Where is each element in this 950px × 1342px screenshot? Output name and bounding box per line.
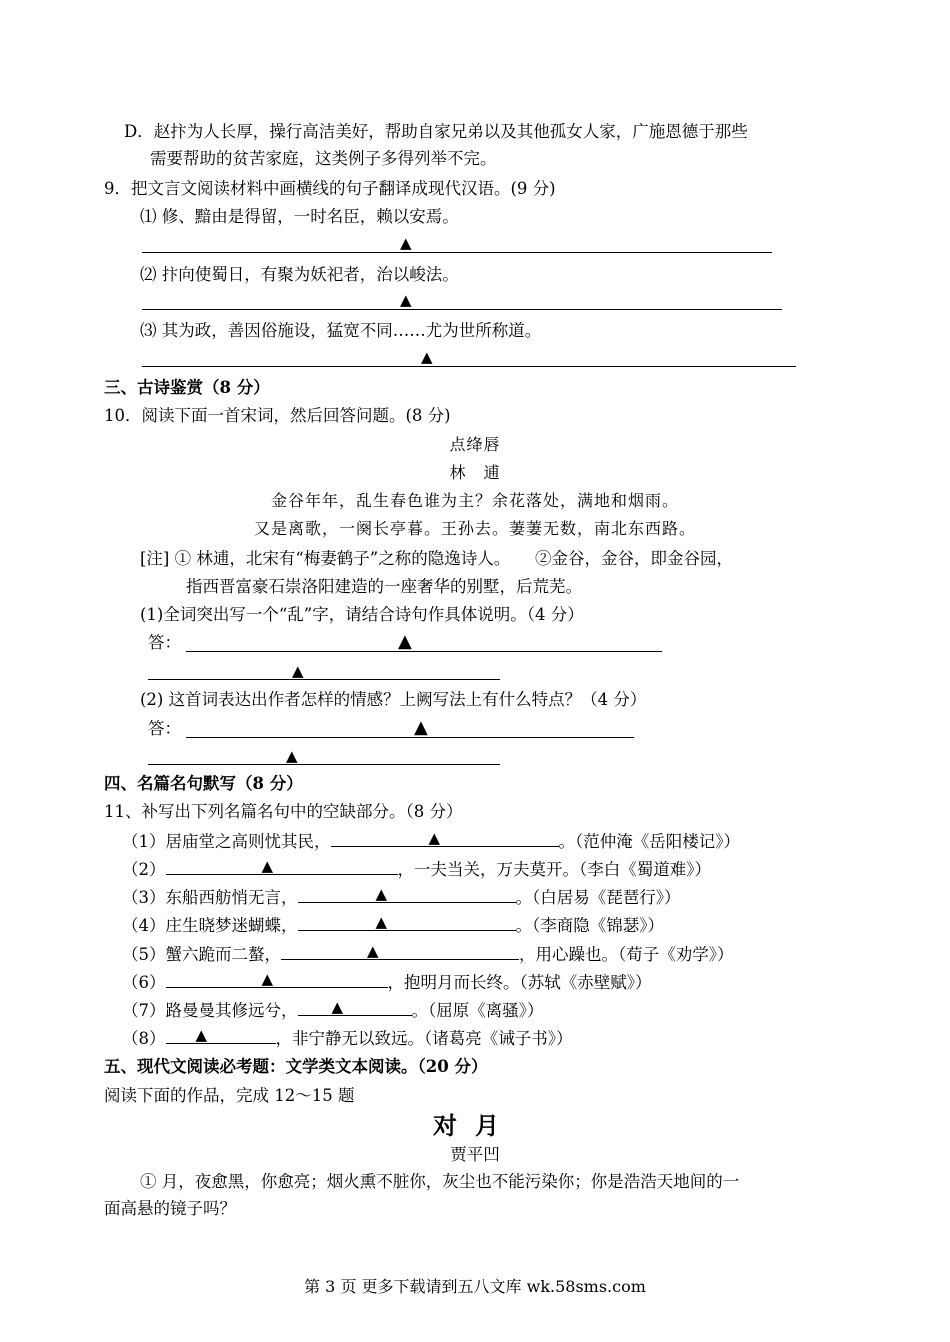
answer-marker: ▲	[421, 348, 433, 366]
answer-marker: ▲	[375, 913, 388, 931]
q11-item-num: （8）	[122, 1029, 166, 1048]
q11-item-num: （2）	[122, 860, 166, 879]
q11-item-before: 庄生晓梦迷蝴蝶，	[165, 916, 298, 935]
q10-sub2-answer-line-2[interactable]	[148, 764, 500, 765]
answer-marker: ▲	[400, 234, 412, 252]
answer-marker: ▲	[367, 942, 379, 960]
q10-sub1-answer-line-2[interactable]	[148, 679, 500, 680]
q11-item-after: ，抱明月而长终。（苏轼《赤壁赋》）	[387, 973, 652, 992]
answer-marker: ▲	[375, 885, 388, 903]
q11-item-before: 居庙堂之高则忧其民，	[165, 832, 331, 851]
q11-item-before: 路曼曼其修远兮，	[165, 1001, 298, 1020]
q10-sub2: (2) 这首词表达出作者怎样的情感？上阙写法上有什么特点？（4 分）	[140, 690, 647, 709]
section5-intro: 阅读下面的作品，完成 12～15 题	[104, 1086, 355, 1105]
q11-item-num: （1）	[122, 832, 166, 851]
poem-line-2: 又是离歌，一阕长亭暮。王孙去。萋萋无数，南北东西路。	[253, 519, 696, 538]
q11-item-after: 。（白居易《琵琶行》）	[515, 888, 681, 907]
q11-item-5	[122, 943, 734, 966]
q11-item-3	[122, 886, 681, 909]
section5-heading: 五、现代文阅读必考题：文学类文本阅读。（20 分）	[104, 1057, 488, 1076]
q10-sub1: (1)全词突出写一个“乱”字，请结合诗句作具体说明。（4 分）	[140, 605, 584, 624]
q9-item-3: ⑶ 其为政，善因俗施设，猛宽不同……尤为世所称道。	[140, 321, 542, 340]
q11-item-7	[122, 999, 544, 1022]
answer-marker: ▲	[261, 857, 274, 875]
poem-author: 林 逋	[449, 463, 501, 482]
q11-item-2	[122, 858, 711, 881]
q11-blank-1[interactable]	[331, 830, 559, 847]
section3-heading: 三、古诗鉴赏（8 分）	[104, 378, 270, 397]
q11-blank-2[interactable]	[166, 858, 398, 875]
q11-item-before: 东船西舫悄无言，	[165, 888, 298, 907]
q9-item-2: ⑵ 抃向使蜀日，有聚为妖祀者，治以峻法。	[140, 265, 459, 284]
q11-blank-6[interactable]	[166, 971, 388, 988]
answer-label: 答：	[148, 633, 181, 652]
q9-answer-line-2[interactable]	[142, 309, 782, 310]
q11-blank-7[interactable]	[298, 999, 412, 1016]
answer-marker: ▲	[414, 717, 428, 738]
q11-item-num: （5）	[122, 945, 166, 964]
q11-item-after: ，非宁静无以致远。（诸葛亮《诫子书》）	[275, 1029, 573, 1048]
poem-line-1: 金谷年年，乱生春色谁为主？余花落处，满地和烟雨。	[270, 491, 679, 510]
q8-option-d-line1: D．赵抃为人长厚，操行高洁美好，帮助自家兄弟以及其他孤女人家，广施恩德于那些	[124, 122, 748, 141]
answer-marker: ▲	[286, 747, 298, 765]
answer-marker: ▲	[398, 631, 412, 652]
q11-blank-3[interactable]	[298, 886, 516, 903]
answer-marker: ▲	[261, 970, 274, 988]
q11-prompt: 11、补写出下列名篇名句中的空缺部分。（8 分）	[104, 802, 463, 821]
answer-label: 答：	[148, 719, 181, 738]
q10-sub1-answer-line-1[interactable]	[186, 651, 662, 652]
article-title: 对月	[433, 1111, 517, 1140]
q11-blank-4[interactable]	[298, 914, 516, 931]
section4-heading: 四、名篇名句默写（8 分）	[104, 774, 303, 793]
poem-note-line1: [注] ① 林逋，北宋有“梅妻鹤子”之称的隐逸诗人。 ②金谷，金谷，即金谷园，	[140, 549, 733, 568]
q11-item-after: ，一夫当关，万夫莫开。（李白《蜀道难》）	[397, 860, 711, 879]
article-author: 贾平凹	[450, 1145, 500, 1164]
q11-item-after: 。（屈原《离骚》）	[411, 1001, 544, 1020]
q11-item-after: 。（李商隐《锦瑟》）	[515, 916, 664, 935]
q11-blank-5[interactable]	[281, 943, 519, 960]
answer-marker: ▲	[331, 998, 344, 1016]
q9-answer-line-1[interactable]	[142, 252, 772, 253]
answer-marker: ▲	[428, 829, 441, 847]
q10-prompt: 10．阅读下面一首宋词，然后回答问题。(8 分)	[104, 406, 451, 425]
poem-title: 点绛唇	[449, 435, 501, 454]
page-footer: 第 3 页 更多下载请到五八文库 wk.58sms.com	[304, 1277, 646, 1296]
q11-item-6	[122, 971, 652, 994]
q11-item-after: 。（范仲淹《岳阳楼记》）	[558, 832, 740, 851]
q11-item-before: 蟹六跪而二螯，	[165, 945, 281, 964]
q11-item-after: ，用心躁也。（荀子《劝学》）	[519, 945, 734, 964]
q8-option-d-line2: 需要帮助的贫苦家庭，这类例子多得列举不完。	[150, 149, 497, 168]
article-para1-line1: ① 月，夜愈黑，你愈亮；烟火熏不脏你，灰尘也不能污染你；你是浩浩天地间的一	[140, 1172, 740, 1191]
q9-prompt: 9．把文言文阅读材料中画横线的句子翻译成现代汉语。(9 分)	[104, 179, 556, 198]
answer-marker: ▲	[195, 1026, 208, 1044]
q11-item-num: （7）	[122, 1001, 166, 1020]
q9-answer-line-3[interactable]	[142, 366, 796, 367]
q11-item-num: （4）	[122, 916, 166, 935]
q9-item-1: ⑴ 修、黯由是得留，一时名臣，赖以安焉。	[140, 207, 459, 226]
poem-note-line2: 指西晋富豪石崇洛阳建造的一座奢华的别墅，后荒芜。	[186, 577, 582, 596]
q11-blank-8[interactable]	[166, 1027, 276, 1044]
q11-item-num: （3）	[122, 888, 166, 907]
answer-marker: ▲	[292, 662, 304, 680]
q11-item-8	[122, 1027, 573, 1050]
article-para1-line2: 面高悬的镜子吗？	[104, 1199, 236, 1218]
q11-item-4	[122, 914, 664, 937]
answer-marker: ▲	[400, 291, 412, 309]
q11-item-1	[122, 830, 740, 853]
q10-sub2-answer-line-1[interactable]	[186, 737, 634, 738]
q11-item-num: （6）	[122, 973, 166, 992]
